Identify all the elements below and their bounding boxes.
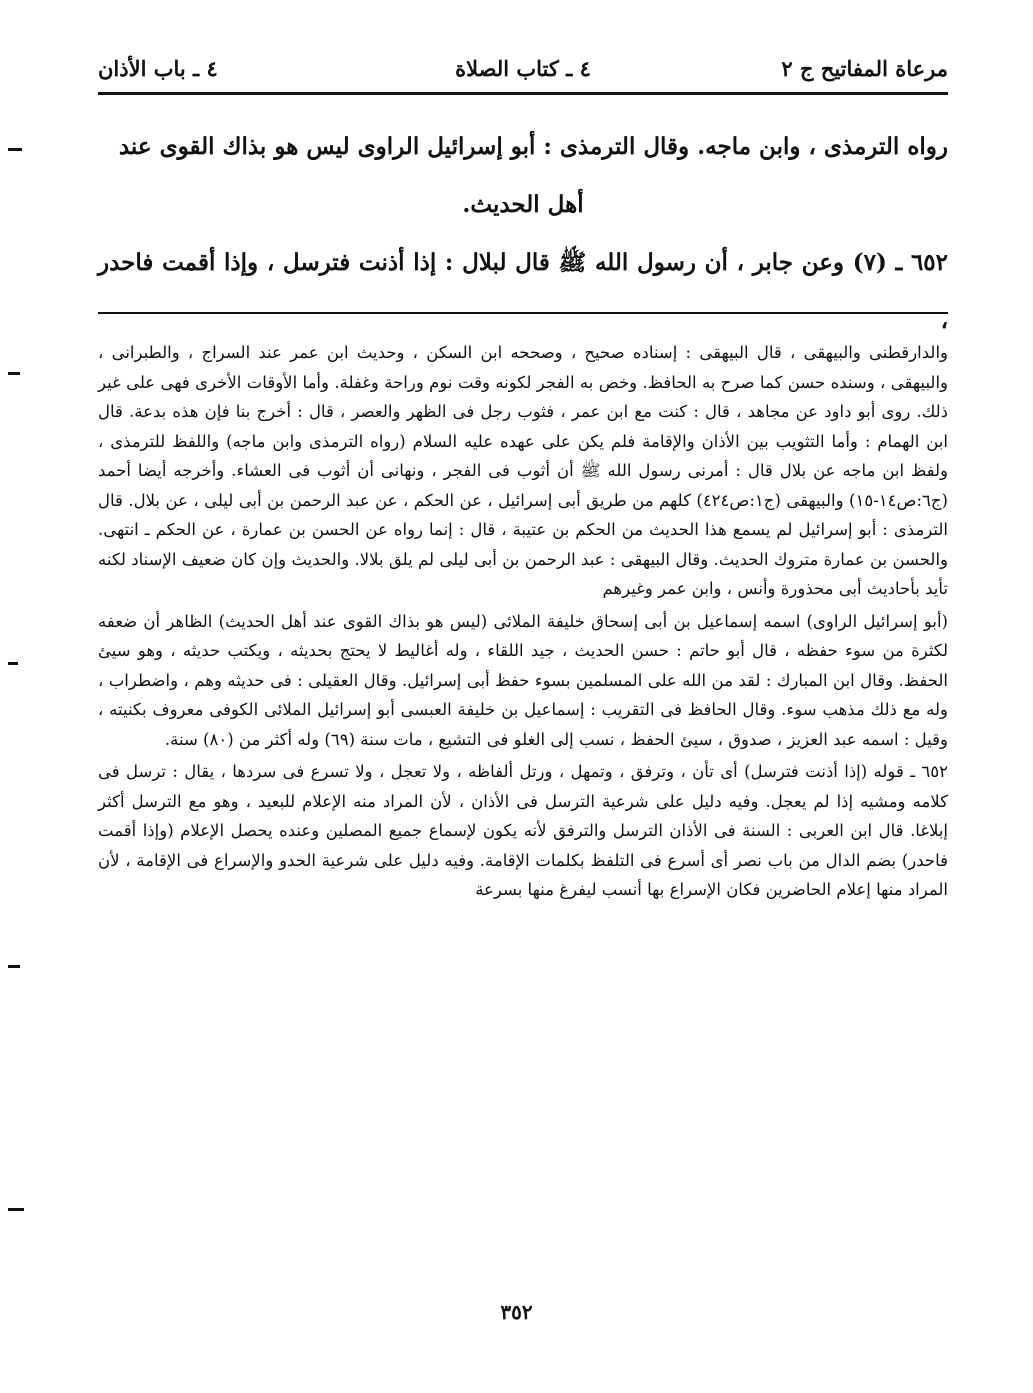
section-divider bbox=[98, 312, 948, 314]
running-header bbox=[98, 50, 948, 90]
margin-mark bbox=[8, 1208, 24, 1211]
main-line: رواه الترمذى ، وابن ماجه. وقال الترمذى : أبو إسرائيل الراوى ليس هو بذاك القوى عند bbox=[118, 133, 948, 160]
margin-mark bbox=[8, 662, 18, 665]
main-text bbox=[98, 118, 948, 350]
book-title: مرعاة المفاتيح ج ٢ bbox=[781, 56, 948, 81]
commentary-paragraph: ٦٥٢ ـ قوله (إذا أذنت فترسل) أى تأن ، وترفق ، وتمهل ، ورتل ألفاظه ، ولا تعجل ، ولا تسرع فى سردها ، يقال : ترسل فى كلامه ومشيه إذا لم يعجل. وفيه دليل على شرعية الترسل فى الأذان ، لأن المراد منه الإعلام للبعيد ، وهو مع الترسل أكثر إبلاغا. قال ابن العربى : السنة فى الأذان الترسل والترفق لأنه يكون لإسماع جميع المصلين وعنده يحصل الإعلام (وإذا أقمت فاحدر) بضم الدال من باب نصر أى أسرع فى التلفظ بكلمات الإقامة. وفيه دليل على شرعية الحدو والإسراع فى الإقامة ، لأن المراد منها إعلام الحاضرين فكان الإسراع بها أنسب ليفرغ منها بسرعة bbox=[98, 762, 948, 899]
commentary-paragraph: والدارقطنى والبيهقى ، قال البيهقى : إسناده صحيح ، وصححه ابن السكن ، وحديث ابن عمر عند السراج ، والطبرانى ، والبيهقى ، وسنده حسن كما صرح به الحافظ. وخص به الفجر لكونه وقت نوم وراحة وغفلة. وأما الأوقات الأخرى فهى على غير ذلك. روى أبو داود عن مجاهد ، قال : كنت مع ابن عمر ، فثوب رجل فى الظهر والعصر ، قال : أخرج بنا فإن هذه بدعة. قال ابن الهمام : وأما التثويب بين الأذان والإقامة فلم يكن على عهده عليه السلام (رواه الترمذى وابن ماجه) واللفظ للترمذى ، ولفظ ابن ماجه عن بلال قال : أمرنى رسول الله ﷺ أن أثوب فى الفجر ، ونهانى أن أثوب فى العشاء. وأخرجه أيضا أحمد (ج٦:ص١٤-١٥) والبيهقى (ج١:ص٤٢٤) كلهم من طريق أبى إسرائيل ، عن الحكم ، عن عبد الرحمن بن أبى ليلى ، عن بلال. قال الترمذى : أبو إسرائيل لم يسمع هذا الحديث من الحكم بن عتيبة ، قال : إنما رواه عن الحسن بن عمارة ، عن الحكم ـ انتهى. والحسن بن عمارة متروك الحديث. وقال البيهقى : عبد الرحمن بن أبى ليلى لم يلق بلالا. والحديث وإن كان ضعيف الإسناد لكنه تأيد بأحاديث أبى محذورة وأنس ، وابن عمر وغيرهم bbox=[98, 343, 948, 598]
header-rule bbox=[98, 92, 948, 95]
hadith-line: ٦٥٢ ـ (٧) وعن جابر ، أن رسول الله ﷺ قال لبلال : إذا أذنت فترسل ، وإذا أقمت فاحدر ، bbox=[98, 249, 948, 334]
commentary-paragraph: (أبو إسرائيل الراوى) اسمه إسماعيل بن أبى إسحاق خليفة الملائى (ليس هو بذاك القوى عند أهل الحديث) الظاهر أن ضعفه لكثرة من سوء حفظه ، قال أبو حاتم : حسن الحديث ، جيد اللقاء ، وله أغاليط لا يحتج بحديثه ، ويكتب حديثه ، وهو سيئ الحفظ. وقال ابن المبارك : لقد من الله على المسلمين بسوء حفظ أبى إسرائيل. وقال العقيلى : فى حديثه وهم ، واضطراب ، وله مع ذلك مذهب سوء. وقال الحافظ فى التقريب : إسماعيل بن خليفة العبسى أبو إسرائيل الملائى الكوفى معروف بكنيته ، وقيل : اسمه عبد العزيز ، صدوق ، سيئ الحفظ ، نسب إلى الغلو فى التشيع ، مات سنة (٦٩) وله أكثر من (٨٠) سنة. bbox=[98, 611, 948, 749]
main-line: أهل الحديث. bbox=[462, 191, 584, 218]
chapter-title: ٤ ـ كتاب الصلاة bbox=[455, 56, 591, 81]
margin-mark bbox=[8, 148, 22, 151]
commentary bbox=[98, 338, 948, 905]
page-number: ٣٥٢ bbox=[500, 1300, 533, 1324]
section-title: ٤ ـ باب الأذان bbox=[98, 56, 218, 81]
margin-mark bbox=[8, 965, 20, 968]
margin-mark bbox=[8, 372, 20, 375]
